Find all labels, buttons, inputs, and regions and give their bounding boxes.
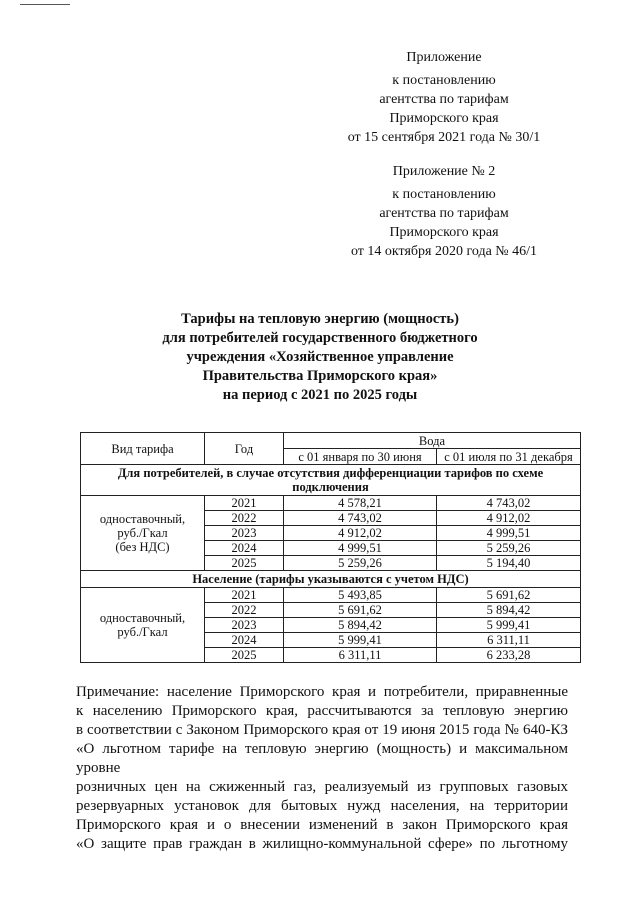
title-line: Правительства Приморского края»: [202, 368, 438, 384]
year-cell: 2023: [205, 526, 284, 541]
note-line: резервуарных установок для бытовых нужд населения, на территории: [76, 798, 568, 814]
note-line: в соответствии с Законом Приморского края от 19 июня 2015 года № 640-КЗ: [76, 722, 568, 738]
value-cell: 6 311,11: [437, 633, 581, 648]
tariff-type-line: руб./Гкал: [117, 526, 168, 540]
value-cell: 6 311,11: [284, 648, 437, 663]
note-line: «О льготном тарифе на тепловую энергию (мощность) и максимальном уровне: [76, 741, 568, 776]
appendix-header-1: [324, 48, 564, 147]
header-period-1: с 01 января по 30 июня: [284, 449, 437, 465]
year-cell: 2023: [205, 618, 284, 633]
appendix-2-line: Приморского края: [389, 225, 499, 240]
note-line: Примечание: население Приморского края и потребители, приравненные: [76, 684, 568, 700]
header-year: Год: [205, 433, 284, 465]
note-line: к населению Приморского края, рассчитываются за тепловую энергию: [76, 703, 568, 719]
appendix-1-line: агентства по тарифам: [379, 92, 509, 107]
top-rule: [20, 4, 70, 5]
document-title: [70, 310, 570, 405]
title-line: для потребителей государственного бюджетного: [162, 330, 478, 346]
value-cell: 5 194,40: [437, 556, 581, 571]
table-row: [81, 588, 581, 603]
year-cell: 2021: [205, 496, 284, 511]
value-cell: 4 743,02: [437, 496, 581, 511]
value-cell: 5 999,41: [437, 618, 581, 633]
header-tariff-type: Вид тарифа: [81, 433, 205, 465]
value-cell: 4 743,02: [284, 511, 437, 526]
note-line: Приморского края и о внесении изменений в закон Приморского края: [76, 817, 568, 833]
value-cell: 4 999,51: [284, 541, 437, 556]
appendix-1-line: к постановлению: [392, 73, 496, 88]
appendix-1-line: Приморского края: [389, 111, 499, 126]
tariff-table: [80, 432, 581, 663]
title-line: Тарифы на тепловую энергию (мощность): [181, 311, 459, 327]
year-cell: 2025: [205, 556, 284, 571]
tariff-type-cell: [81, 588, 205, 663]
value-cell: 5 259,26: [284, 556, 437, 571]
header-water: Вода: [284, 433, 581, 449]
table-header-row: [81, 433, 581, 449]
appendix-1-title: Приложение: [406, 50, 482, 65]
note-line: «О защите прав граждан в жилищно-коммунальной сфере» по льготному: [76, 836, 568, 852]
year-cell: 2024: [205, 541, 284, 556]
year-cell: 2022: [205, 603, 284, 618]
section-row: [81, 571, 581, 588]
section-heading-1: Для потребителей, в случае отсутствия дифференциации тарифов по схеме подключения: [81, 465, 581, 496]
appendix-2-title: Приложение № 2: [392, 164, 496, 179]
note-line: розничных цен на сжиженный газ, реализуемый из групповых газовых: [76, 779, 568, 795]
appendix-2-line: от 14 октября 2020 года № 46/1: [350, 244, 538, 259]
tariff-type-line: руб./Гкал: [117, 625, 168, 639]
value-cell: 5 894,42: [284, 618, 437, 633]
section-row: [81, 465, 581, 496]
appendix-2-line: к постановлению: [392, 187, 496, 202]
appendix-1-line: от 15 сентября 2021 года № 30/1: [347, 130, 541, 145]
year-cell: 2021: [205, 588, 284, 603]
value-cell: 5 493,85: [284, 588, 437, 603]
year-cell: 2022: [205, 511, 284, 526]
appendix-2-line: агентства по тарифам: [379, 206, 509, 221]
table-row: [81, 496, 581, 511]
tariff-type-line: одноставочный,: [99, 512, 186, 526]
value-cell: 6 233,28: [437, 648, 581, 663]
value-cell: 5 259,26: [437, 541, 581, 556]
value-cell: 4 912,02: [437, 511, 581, 526]
value-cell: 5 894,42: [437, 603, 581, 618]
value-cell: 4 578,21: [284, 496, 437, 511]
title-line: на период с 2021 по 2025 годы: [222, 387, 418, 403]
tariff-type-line: одноставочный,: [99, 611, 186, 625]
title-line: учреждения «Хозяйственное управление: [186, 349, 454, 365]
value-cell: 5 691,62: [284, 603, 437, 618]
appendix-header-2: [324, 162, 564, 261]
value-cell: 5 999,41: [284, 633, 437, 648]
tariff-type-line: (без НДС): [115, 540, 170, 554]
tariff-type-cell: [81, 496, 205, 571]
note-paragraph: [76, 683, 568, 854]
value-cell: 4 912,02: [284, 526, 437, 541]
value-cell: 5 691,62: [437, 588, 581, 603]
value-cell: 4 999,51: [437, 526, 581, 541]
year-cell: 2025: [205, 648, 284, 663]
section-heading-2: Население (тарифы указываются с учетом НДС): [81, 571, 581, 588]
header-period-2: с 01 июля по 31 декабря: [437, 449, 581, 465]
year-cell: 2024: [205, 633, 284, 648]
